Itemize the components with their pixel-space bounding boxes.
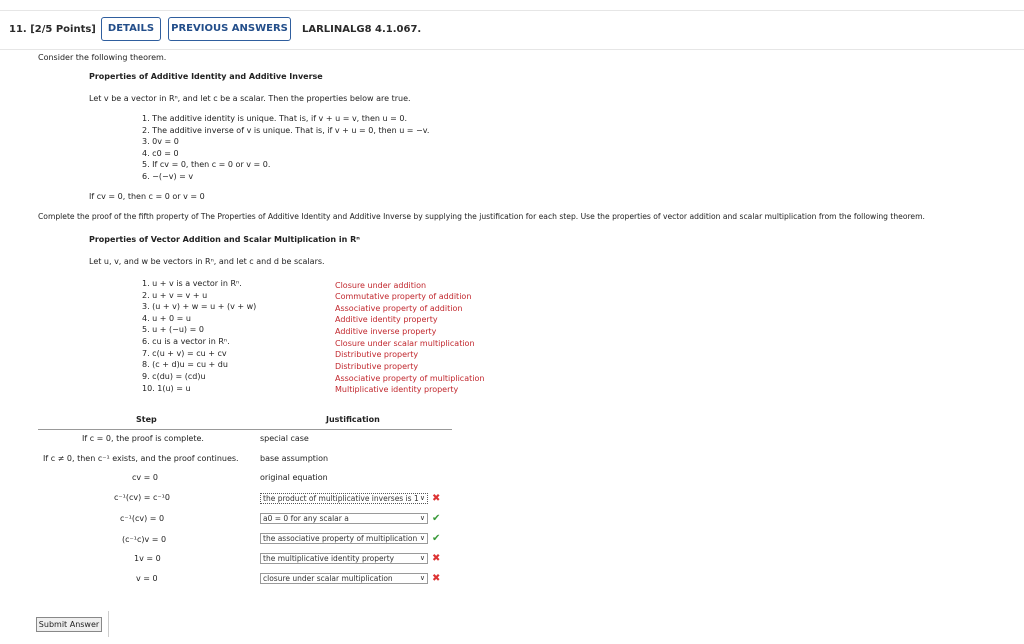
property-name: Closure under addition: [335, 281, 427, 290]
select-value: the product of multiplicative inverses is 1: [263, 494, 419, 503]
select-value: the multiplicative identity property: [263, 554, 395, 563]
question-number: 11. [2/5 Points]: [9, 24, 96, 35]
justification-select[interactable]: [260, 513, 428, 524]
theorem2-item: 1. u + v is a vector in Rⁿ.: [142, 279, 242, 288]
chevron-down-icon: ∨: [419, 494, 425, 502]
chevron-down-icon: ∨: [419, 514, 425, 522]
theorem2-title: Properties of Vector Addition and Scalar Multiplication in Rⁿ: [89, 235, 360, 244]
theorem2-item: 9. c(du) = (cd)u: [142, 372, 206, 381]
divider: [108, 611, 109, 637]
property-name: Associative property of addition: [335, 304, 463, 313]
property-name: Distributive property: [335, 350, 419, 359]
property-name: Distributive property: [335, 362, 419, 371]
cross-icon: ✖: [432, 493, 441, 504]
check-icon: ✔: [432, 513, 441, 524]
details-button[interactable]: DETAILS: [101, 17, 161, 41]
proof-step: c⁻¹(cv) = 0: [120, 514, 165, 523]
theorem1-title: Properties of Additive Identity and Additive Inverse: [89, 72, 323, 81]
select-value: the associative property of multiplication: [263, 534, 418, 543]
proof-step: c⁻¹(cv) = c⁻¹0: [114, 493, 170, 502]
proof-claim: If cv = 0, then c = 0 or v = 0: [89, 192, 205, 201]
intro-text: Consider the following theorem.: [38, 53, 167, 62]
theorem1-item: 2. The additive inverse of v is unique. That is, if v + u = 0, then u = −v.: [142, 126, 430, 135]
theorem1-item: 5. If cv = 0, then c = 0 or v = 0.: [142, 160, 271, 169]
theorem2-premise: Let u, v, and w be vectors in Rⁿ, and let c and d be scalars.: [89, 257, 325, 266]
property-name: Commutative property of addition: [335, 292, 472, 301]
theorem2-item: 6. cu is a vector in Rⁿ.: [142, 337, 230, 346]
table-divider: [38, 429, 452, 430]
previous-answers-button[interactable]: PREVIOUS ANSWERS: [168, 17, 291, 41]
justification-select[interactable]: [260, 553, 428, 564]
proof-justification: special case: [260, 434, 309, 443]
property-name: Closure under scalar multiplication: [335, 339, 475, 348]
proof-step: If c = 0, the proof is complete.: [82, 434, 204, 443]
proof-step: If c ≠ 0, then c⁻¹ exists, and the proof continues.: [43, 454, 239, 463]
chevron-down-icon: ∨: [419, 574, 425, 582]
proof-step: (c⁻¹c)v = 0: [122, 535, 167, 544]
proof-justification: base assumption: [260, 454, 329, 463]
theorem2-item: 3. (u + v) + w = u + (v + w): [142, 302, 257, 311]
submit-answer-button[interactable]: Submit Answer: [36, 617, 102, 632]
theorem2-item: 10. 1(u) = u: [142, 384, 191, 393]
chevron-down-icon: ∨: [419, 534, 425, 542]
theorem2-item: 2. u + v = v + u: [142, 291, 208, 300]
justification-select[interactable]: [260, 573, 428, 584]
theorem1-premise: Let v be a vector in Rⁿ, and let c be a scalar. Then the properties below are true.: [89, 94, 411, 103]
property-name: Multiplicative identity property: [335, 385, 459, 394]
property-name: Additive identity property: [335, 315, 438, 324]
property-name: Additive inverse property: [335, 327, 437, 336]
justification-select[interactable]: [260, 493, 428, 504]
cross-icon: ✖: [432, 573, 441, 584]
proof-step: v = 0: [136, 574, 158, 583]
question-header: [0, 10, 1024, 50]
theorem1-item: 1. The additive identity is unique. That is, if v + u = v, then u = 0.: [142, 114, 407, 123]
theorem2-item: 4. u + 0 = u: [142, 314, 191, 323]
proof-step: 1v = 0: [134, 554, 161, 563]
theorem2-item: 5. u + (−u) = 0: [142, 325, 204, 334]
proof-instruction: Complete the proof of the fifth property of The Properties of Additive Identity and Additive Inverse by supplying the justification for each step. Use the properties of vector addition and scalar multiplication from the following theorem.: [38, 212, 925, 221]
select-value: closure under scalar multiplication: [263, 574, 393, 583]
theorem1-item: 6. −(−v) = v: [142, 172, 194, 181]
justification-column-header: Justification: [326, 415, 380, 424]
chevron-down-icon: ∨: [419, 554, 425, 562]
select-value: a0 = 0 for any scalar a: [263, 514, 349, 523]
property-name: Associative property of multiplication: [335, 374, 485, 383]
step-column-header: Step: [136, 415, 157, 424]
theorem1-item: 4. c0 = 0: [142, 149, 179, 158]
check-icon: ✔: [432, 533, 441, 544]
theorem1-item: 3. 0v = 0: [142, 137, 179, 146]
justification-select[interactable]: [260, 533, 428, 544]
cross-icon: ✖: [432, 553, 441, 564]
theorem2-item: 7. c(u + v) = cu + cv: [142, 349, 227, 358]
theorem2-item: 8. (c + d)u = cu + du: [142, 360, 228, 369]
proof-step: cv = 0: [132, 473, 159, 482]
proof-justification: original equation: [260, 473, 328, 482]
problem-reference: LARLINALG8 4.1.067.: [302, 24, 422, 35]
